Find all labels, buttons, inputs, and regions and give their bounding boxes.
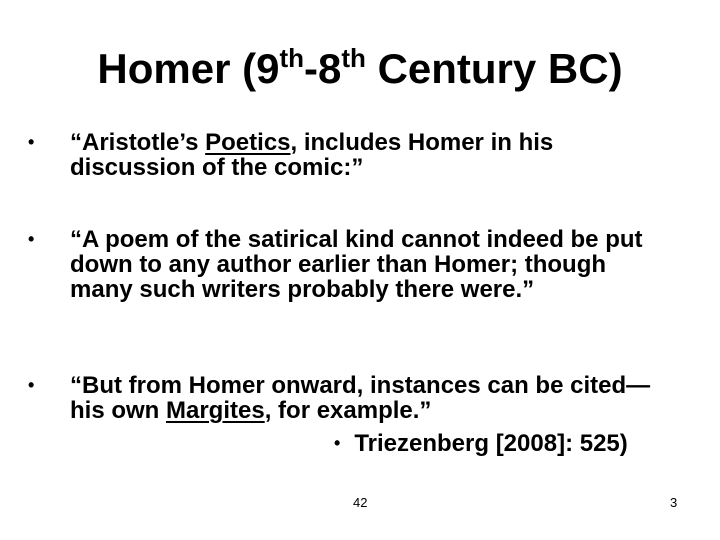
citation xyxy=(334,431,628,456)
bullet-item-2 xyxy=(28,227,668,302)
bullet-text: “A poem of the satirical kind cannot indeed be put down to any author earlier than Homer; though many such writers probably there were.” xyxy=(70,226,643,303)
title-superscript-1: th xyxy=(279,43,304,73)
bullet-text-pre: “Aristotle’s xyxy=(70,129,206,156)
bullet-marker: • xyxy=(28,229,35,249)
slide-title xyxy=(0,40,720,98)
footer-page-number: 3 xyxy=(670,495,678,510)
margites-link[interactable]: Margites xyxy=(166,397,265,424)
bullet-text-post: , for example.” xyxy=(264,397,432,424)
title-text-2: -8 xyxy=(304,45,342,92)
bullet-marker: • xyxy=(28,132,35,152)
bullet-text-pre: “But from Homer onward, instances can be cited—his own xyxy=(70,372,651,424)
citation-bullet-marker: • xyxy=(334,433,341,453)
poetics-link[interactable]: Poetics xyxy=(205,129,291,156)
title-text-3: Century BC) xyxy=(365,45,623,92)
bullet-text xyxy=(70,373,668,423)
bullet-item-1 xyxy=(28,130,668,180)
bullet-text-post: , includes Homer in his discussion of the comic:” xyxy=(70,129,554,181)
title-superscript-2: th xyxy=(341,43,366,73)
bullet-item-3 xyxy=(28,373,668,423)
bullet-marker: • xyxy=(28,375,35,395)
title-text-1: Homer (9 xyxy=(97,45,280,92)
citation-text: Triezenberg [2008]: 525) xyxy=(354,430,628,457)
footer-slide-number: 42 xyxy=(353,495,368,510)
bullet-text xyxy=(70,130,668,180)
